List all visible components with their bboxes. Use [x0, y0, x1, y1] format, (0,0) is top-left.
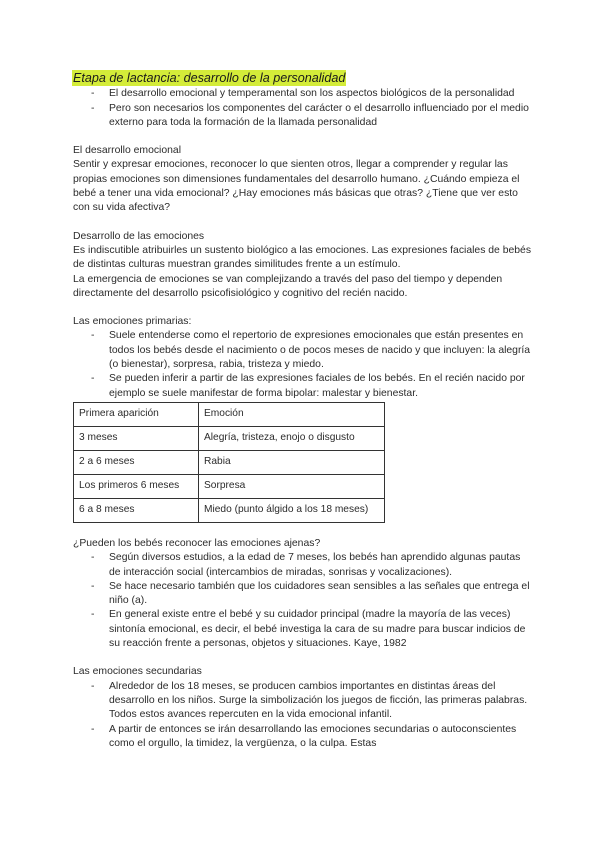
- section-desarrollo: [73, 230, 533, 301]
- secundarias-list: [73, 680, 533, 751]
- table-row: [74, 426, 385, 450]
- section-heading: Desarrollo de las emociones: [73, 230, 205, 242]
- table-row: [74, 474, 385, 498]
- table-cell: Sorpresa: [199, 474, 385, 498]
- table-cell: Miedo (punto álgido a los 18 meses): [199, 498, 385, 522]
- table-header-cell: Primera aparición: [74, 402, 199, 426]
- table-header-row: [74, 402, 385, 426]
- ajenas-list: [73, 551, 533, 651]
- section-primarias: [73, 315, 533, 523]
- section-secundarias: [73, 665, 533, 751]
- table-cell: 2 a 6 meses: [74, 450, 199, 474]
- table-header-cell: Emoción: [199, 402, 385, 426]
- table-cell: 3 meses: [74, 426, 199, 450]
- table-row: [74, 498, 385, 522]
- section-heading: Las emociones secundarias: [73, 666, 202, 678]
- section-heading: Las emociones primarias:: [73, 316, 192, 328]
- table-cell: 6 a 8 meses: [74, 498, 199, 522]
- intro-list: [73, 87, 533, 130]
- list-item: - Suele entenderse como el repertorio de expresiones emocionales que están presentes en todos los bebés desde el nacimiento o de pocos meses de nacido y que incluyen: la alegría (o bienestar), sorpresa, rabia, tristeza y miedo.: [73, 329, 533, 372]
- table-row: [74, 450, 385, 474]
- table-cell: Los primeros 6 meses: [74, 474, 199, 498]
- list-item: - Alrededor de los 18 meses, se producen cambios importantes en distintas áreas del desarrollo en los niños. Surge la simbolización los juegos de ficción, las primeras palabras. Todos estos avances repercuten en la vida emocional infantil.: [73, 680, 533, 723]
- list-item: - Se hace necesario también que los cuidadores sean sensibles a las señales que entrega el niño (a).: [73, 580, 533, 609]
- list-item: - El desarrollo emocional y temperamental son los aspectos biológicos de la personalidad: [73, 87, 533, 101]
- paragraph: Es indiscutible atribuirles un sustento biológico a las emociones. Las expresiones faciales de bebés de distintas culturas muestran grandes similitudes frente a un estímulo.: [73, 244, 532, 271]
- document-page: [73, 70, 533, 751]
- primarias-list: [73, 329, 533, 400]
- list-item: - En general existe entre el bebé y su cuidador principal (madre la mayoría de las veces) sintonía emocional, es decir, el bebé investiga la cara de su madre para buscar indicios de su reacción frente a personas, objetos y situaciones. Kaye, 1982: [73, 608, 533, 651]
- list-item: - Se pueden inferir a partir de las expresiones faciales de los bebés. En el recién nacido por ejemplo se suele manifestar de forma bipolar: malestar y bienestar.: [73, 372, 533, 401]
- table-cell: Alegría, tristeza, enojo o disgusto: [199, 426, 385, 450]
- document-title: Etapa de lactancia: desarrollo de la personalidad: [73, 71, 346, 85]
- table-cell: Rabia: [199, 450, 385, 474]
- section-heading: El desarrollo emocional: [73, 145, 182, 157]
- section-emocional: [73, 144, 533, 215]
- paragraph: Sentir y expresar emociones, reconocer lo que sienten otros, llegar a comprender y regular las propias emociones son dimensiones fundamentales del desarrollo humano. ¿Cuándo empieza el bebé a tener una vida emocional? ¿Hay emociones más básicas que otras? ¿Tiene que ver esto con su vida afectiva?: [73, 159, 520, 214]
- emotions-table: [73, 402, 385, 523]
- section-heading: ¿Pueden los bebés reconocer las emociones ajenas?: [73, 537, 321, 549]
- section-ajenas: [73, 537, 533, 651]
- paragraph: La emergencia de emociones se van complejizando a través del paso del tiempo y dependen directamente del desarrollo psicofisiológico y cognitivo del recién nacido.: [73, 273, 503, 299]
- list-item: - Según diversos estudios, a la edad de 7 meses, los bebés han aprendido algunas pautas de interacción social (intercambios de miradas, sonrisas y vocalizaciones).: [73, 551, 533, 580]
- list-item: - Pero son necesarios los componentes del carácter o el desarrollo influenciado por el medio externo para toda la formación de la llamada personalidad: [73, 102, 533, 131]
- list-item: - A partir de entonces se irán desarrollando las emociones secundarias o autoconscientes como el orgullo, la timidez, la vergüenza, o la culpa. Estas: [73, 723, 533, 752]
